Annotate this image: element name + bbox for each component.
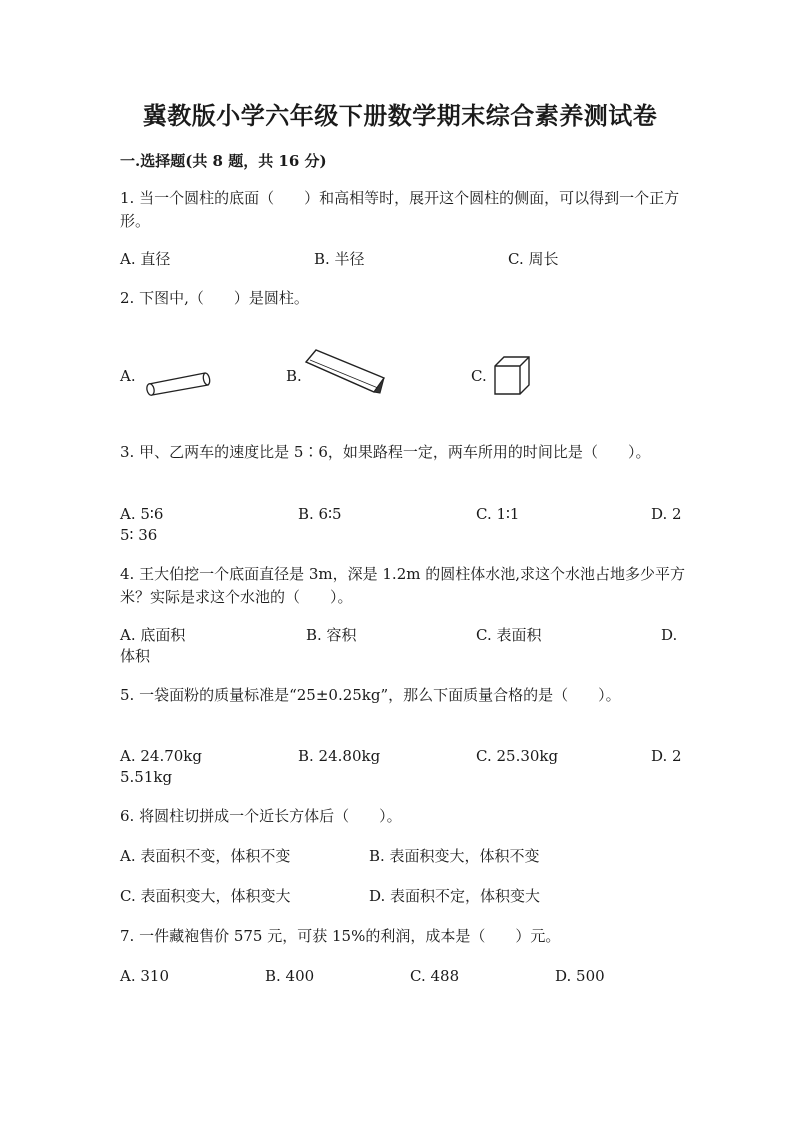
page-title: 冀教版小学六年级下册数学期末综合素养测试卷 — [142, 101, 658, 130]
q6-option-d: D. 表面积不定，体积变大 — [369, 887, 541, 905]
q4-option-d-wrap: 体积 — [120, 647, 151, 665]
question-3: 3. 甲、乙两车的速度比是 5∶6，如果路程一定，两车所用的时间比是（ ）。 — [120, 443, 651, 461]
question-2: 2. 下图中,（ ）是圆柱。 — [120, 289, 309, 307]
q3-option-a: A. 5∶6 — [120, 505, 164, 523]
q1-option-b: B. 半径 — [314, 250, 365, 268]
q4-option-d: D. — [661, 626, 678, 644]
q1-option-c: C. 周长 — [508, 250, 559, 268]
q7-option-d: D. 500 — [555, 967, 605, 985]
q2-option-b: B. — [286, 367, 302, 385]
question-4: 4. 王大伯挖一个底面直径是 3m，深是 1.2m 的圆柱体水池,求这个水池占地多少平方米？实际是求这个水池的（ ）。 — [120, 565, 686, 606]
q1-option-a: A. 直径 — [120, 250, 171, 268]
q7-option-c: C. 488 — [410, 967, 460, 985]
q7-option-a: A. 310 — [120, 967, 169, 985]
section-heading: 一.选择题(共 8 题，共 16 分) — [120, 152, 327, 170]
q6-option-b: B. 表面积变大，体积不变 — [369, 847, 540, 865]
q4-option-a: A. 底面积 — [120, 626, 186, 644]
q3-option-b: B. 6∶5 — [298, 505, 342, 523]
q3-option-d-wrap: 5∶ 36 — [120, 526, 158, 544]
q2-option-a: A. — [120, 367, 136, 385]
q5-option-a: A. 24.70kg — [120, 747, 203, 765]
question-5: 5. 一袋面粉的质量标准是“25±0.25kg”，那么下面质量合格的是（ ）。 — [120, 686, 621, 704]
q4-option-b: B. 容积 — [306, 626, 357, 644]
q2-option-c: C. — [471, 367, 487, 385]
q5-option-d: D. 2 — [651, 747, 682, 765]
q5-option-d-wrap: 5.51kg — [120, 768, 173, 786]
question-1: 1. 当一个圆柱的底面（ ）和高相等时，展开这个圆柱的侧面，可以得到一个正方形。 — [120, 189, 680, 230]
q3-option-c: C. 1∶1 — [476, 505, 520, 523]
triangular-prism-figure — [302, 348, 386, 396]
q5-option-c: C. 25.30kg — [476, 747, 559, 765]
cylinder-rod-figure — [143, 370, 211, 396]
q4-option-c: C. 表面积 — [476, 626, 542, 644]
q6-option-a: A. 表面积不变，体积不变 — [120, 847, 291, 865]
question-6: 6. 将圆柱切拼成一个近长方体后（ ）。 — [120, 807, 402, 825]
cube-figure — [492, 354, 532, 398]
q7-option-b: B. 400 — [265, 967, 315, 985]
q6-option-c: C. 表面积变大，体积变大 — [120, 887, 291, 905]
question-7: 7. 一件藏袍售价 575 元，可获 15%的利润，成本是（ ）元。 — [120, 927, 561, 945]
q3-option-d: D. 2 — [651, 505, 682, 523]
q5-option-b: B. 24.80kg — [298, 747, 381, 765]
